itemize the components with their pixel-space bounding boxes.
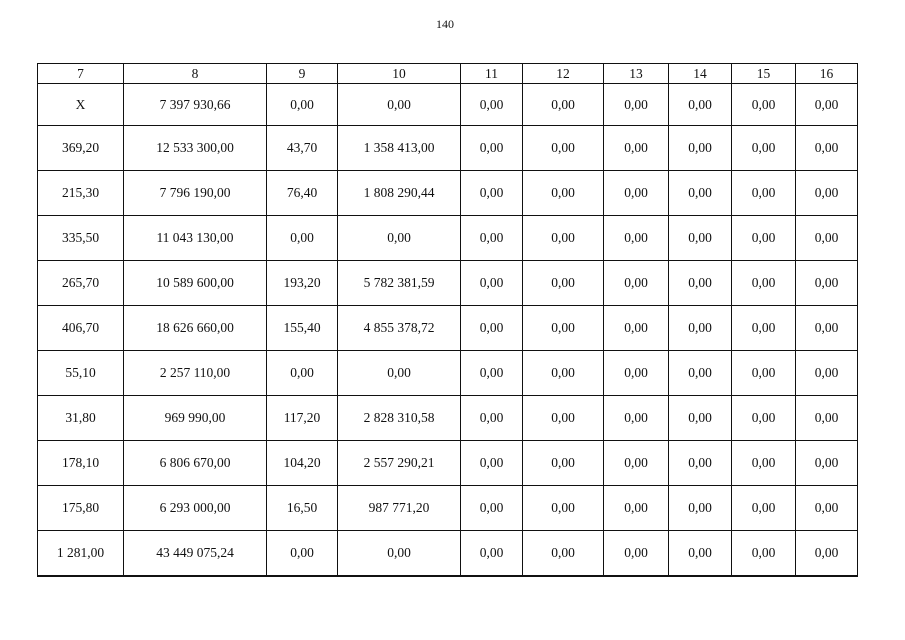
table-cell: 2 557 290,21: [338, 441, 461, 486]
table-cell: 178,10: [38, 441, 124, 486]
table-cell: 0,00: [732, 531, 796, 577]
table-cell: 1 358 413,00: [338, 126, 461, 171]
table-cell: 193,20: [267, 261, 338, 306]
table-cell: 0,00: [604, 351, 669, 396]
table-cell: 0,00: [669, 396, 732, 441]
table-cell: 0,00: [669, 306, 732, 351]
table-row: [38, 216, 858, 261]
table-cell: 0,00: [669, 261, 732, 306]
column-header: 16: [796, 64, 858, 84]
table-cell: 0,00: [338, 531, 461, 577]
table-cell: 0,00: [796, 441, 858, 486]
table-cell: 0,00: [338, 351, 461, 396]
table-cell: 335,50: [38, 216, 124, 261]
table-row: [38, 531, 858, 577]
table-cell: 0,00: [461, 351, 523, 396]
table-cell: 0,00: [461, 306, 523, 351]
table-cell: 0,00: [796, 486, 858, 531]
table-row: [38, 171, 858, 216]
table-row: [38, 396, 858, 441]
table-cell: 0,00: [461, 84, 523, 126]
column-header: 14: [669, 64, 732, 84]
table-cell: 0,00: [604, 441, 669, 486]
table-cell: 0,00: [796, 531, 858, 577]
table-cell: 0,00: [604, 261, 669, 306]
table-cell: 0,00: [461, 486, 523, 531]
table-cell: 0,00: [604, 486, 669, 531]
table-cell: 0,00: [604, 171, 669, 216]
table-cell: 0,00: [796, 126, 858, 171]
table-cell: 0,00: [796, 396, 858, 441]
table-row: [38, 306, 858, 351]
table-cell: 406,70: [38, 306, 124, 351]
table-cell: 0,00: [669, 171, 732, 216]
table-cell: 0,00: [669, 84, 732, 126]
table-cell: 4 855 378,72: [338, 306, 461, 351]
table-cell: 0,00: [461, 531, 523, 577]
table-cell: 18 626 660,00: [124, 306, 267, 351]
table-cell: 55,10: [38, 351, 124, 396]
table-row: [38, 261, 858, 306]
table-row: [38, 351, 858, 396]
table-cell: 0,00: [338, 216, 461, 261]
page-number: 140: [436, 17, 454, 31]
table-cell: 0,00: [523, 531, 604, 577]
table-row: [38, 441, 858, 486]
column-header: 11: [461, 64, 523, 84]
table-cell: 0,00: [796, 261, 858, 306]
table-cell: 0,00: [732, 171, 796, 216]
table-cell: 0,00: [267, 216, 338, 261]
table-cell: 155,40: [267, 306, 338, 351]
column-header: 10: [338, 64, 461, 84]
table-cell: 0,00: [796, 306, 858, 351]
table-header: [38, 64, 858, 84]
table-cell: 215,30: [38, 171, 124, 216]
table-cell: 0,00: [461, 126, 523, 171]
table-cell: 117,20: [267, 396, 338, 441]
table-cell: 0,00: [267, 531, 338, 577]
table-cell: 0,00: [523, 216, 604, 261]
table-cell: 0,00: [523, 486, 604, 531]
table-cell: 2 828 310,58: [338, 396, 461, 441]
table-cell: 0,00: [523, 351, 604, 396]
column-header: 12: [523, 64, 604, 84]
table-cell: 0,00: [796, 351, 858, 396]
table-cell: 969 990,00: [124, 396, 267, 441]
table-body: [38, 84, 858, 577]
table-row: [38, 126, 858, 171]
table-cell: 6 293 000,00: [124, 486, 267, 531]
table-cell: 0,00: [523, 306, 604, 351]
table-cell: 0,00: [604, 531, 669, 577]
table-cell: 369,20: [38, 126, 124, 171]
table-cell: 0,00: [461, 171, 523, 216]
table-cell: 76,40: [267, 171, 338, 216]
table-cell: 1 281,00: [38, 531, 124, 577]
table-cell: 0,00: [732, 84, 796, 126]
table-cell: 0,00: [461, 216, 523, 261]
table-cell: 0,00: [604, 126, 669, 171]
table-cell: 0,00: [732, 441, 796, 486]
table-cell: 0,00: [669, 531, 732, 577]
table-cell: X: [38, 84, 124, 126]
table-cell: 0,00: [732, 126, 796, 171]
table-cell: 265,70: [38, 261, 124, 306]
table-cell: 0,00: [604, 84, 669, 126]
table-cell: 0,00: [669, 126, 732, 171]
table-cell: 0,00: [669, 216, 732, 261]
table-cell: 43,70: [267, 126, 338, 171]
table-cell: 0,00: [669, 441, 732, 486]
table-cell: 0,00: [604, 396, 669, 441]
table-cell: 0,00: [669, 351, 732, 396]
table-cell: 0,00: [604, 306, 669, 351]
table-cell: 0,00: [732, 261, 796, 306]
table-cell: 0,00: [732, 486, 796, 531]
table-cell: 104,20: [267, 441, 338, 486]
table-cell: 0,00: [796, 216, 858, 261]
table-cell: 0,00: [669, 486, 732, 531]
table-cell: 0,00: [732, 351, 796, 396]
table-cell: 0,00: [796, 171, 858, 216]
table-cell: 0,00: [604, 216, 669, 261]
table-cell: 7 796 190,00: [124, 171, 267, 216]
table-cell: 16,50: [267, 486, 338, 531]
table-cell: 10 589 600,00: [124, 261, 267, 306]
table-cell: 2 257 110,00: [124, 351, 267, 396]
table-cell: 0,00: [732, 306, 796, 351]
table-cell: 11 043 130,00: [124, 216, 267, 261]
table-cell: 12 533 300,00: [124, 126, 267, 171]
table-cell: 0,00: [267, 84, 338, 126]
table-cell: 31,80: [38, 396, 124, 441]
table-cell: 7 397 930,66: [124, 84, 267, 126]
table-cell: 0,00: [461, 396, 523, 441]
table-cell: 0,00: [461, 261, 523, 306]
table-cell: 1 808 290,44: [338, 171, 461, 216]
table-cell: 0,00: [732, 396, 796, 441]
table-cell: 0,00: [523, 126, 604, 171]
data-table: [37, 63, 858, 577]
table-row: [38, 84, 858, 126]
table-cell: 0,00: [267, 351, 338, 396]
table-cell: 175,80: [38, 486, 124, 531]
table-cell: 0,00: [523, 84, 604, 126]
table-cell: 0,00: [523, 441, 604, 486]
column-header: 8: [124, 64, 267, 84]
table-cell: 987 771,20: [338, 486, 461, 531]
table-cell: 0,00: [796, 84, 858, 126]
table-cell: 6 806 670,00: [124, 441, 267, 486]
table-row: [38, 486, 858, 531]
column-header: 13: [604, 64, 669, 84]
column-header: 15: [732, 64, 796, 84]
table-cell: 0,00: [523, 171, 604, 216]
table-cell: 0,00: [523, 396, 604, 441]
table-cell: 43 449 075,24: [124, 531, 267, 577]
table-cell: 0,00: [461, 441, 523, 486]
column-header: 7: [38, 64, 124, 84]
table-cell: 0,00: [523, 261, 604, 306]
table-cell: 5 782 381,59: [338, 261, 461, 306]
header-row: [38, 64, 858, 84]
table-cell: 0,00: [732, 216, 796, 261]
table-cell: 0,00: [338, 84, 461, 126]
column-header: 9: [267, 64, 338, 84]
